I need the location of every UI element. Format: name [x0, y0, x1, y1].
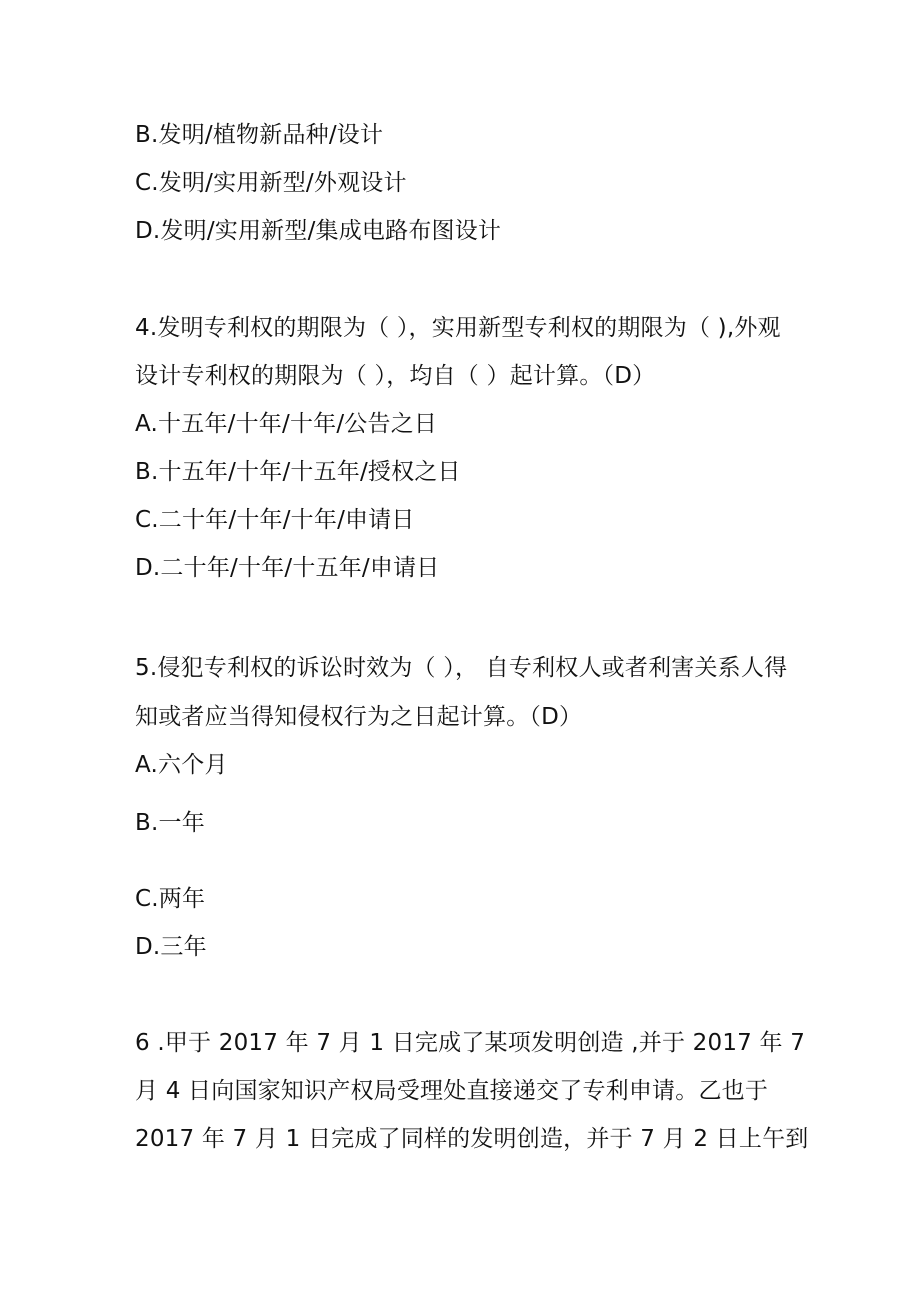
q3-option-d: D.发明/实用新型/集成电路布图设计 [135, 218, 502, 244]
q4-option-b: B.十五年/十年/十五年/授权之日 [135, 459, 461, 485]
q4-stem-line1: 4.发明专利权的期限为（ ），实用新型专利权的期限为（ ),外观 [135, 315, 781, 341]
q5-stem-line2: 知或者应当得知侵权行为之日起计算。（D） [135, 704, 583, 730]
q5-option-d: D.三年 [135, 934, 207, 960]
q6-stem-line2: 月 4 日向国家知识产权局受理处直接递交了专利申请。乙也于 [135, 1078, 769, 1104]
q6-stem-line1: 6 .甲于 2017 年 7 月 1 日完成了某项发明创造 ,并于 2017 年 7 [135, 1030, 806, 1056]
q5-option-b: B.一年 [135, 810, 205, 836]
q5-option-c: C.两年 [135, 886, 206, 912]
q4-option-d: D.二十年/十年/十五年/申请日 [135, 555, 440, 581]
q3-option-c: C.发明/实用新型/外观设计 [135, 170, 407, 196]
q5-stem-line1: 5.侵犯专利权的诉讼时效为（ ）， 自专利权人或者利害关系人得 [135, 655, 788, 681]
q6-stem-line3: 2017 年 7 月 1 日完成了同样的发明创造，并于 7 月 2 日上午到 [135, 1126, 809, 1152]
q5-option-a: A.六个月 [135, 752, 228, 778]
q4-option-c: C.二十年/十年/十年/申请日 [135, 507, 415, 533]
q3-option-b: B.发明/植物新品种/设计 [135, 122, 384, 148]
q4-stem-line2: 设计专利权的期限为（ ），均自（ ）起计算。（D） [135, 363, 656, 389]
q4-option-a: A.十五年/十年/十年/公告之日 [135, 411, 438, 437]
